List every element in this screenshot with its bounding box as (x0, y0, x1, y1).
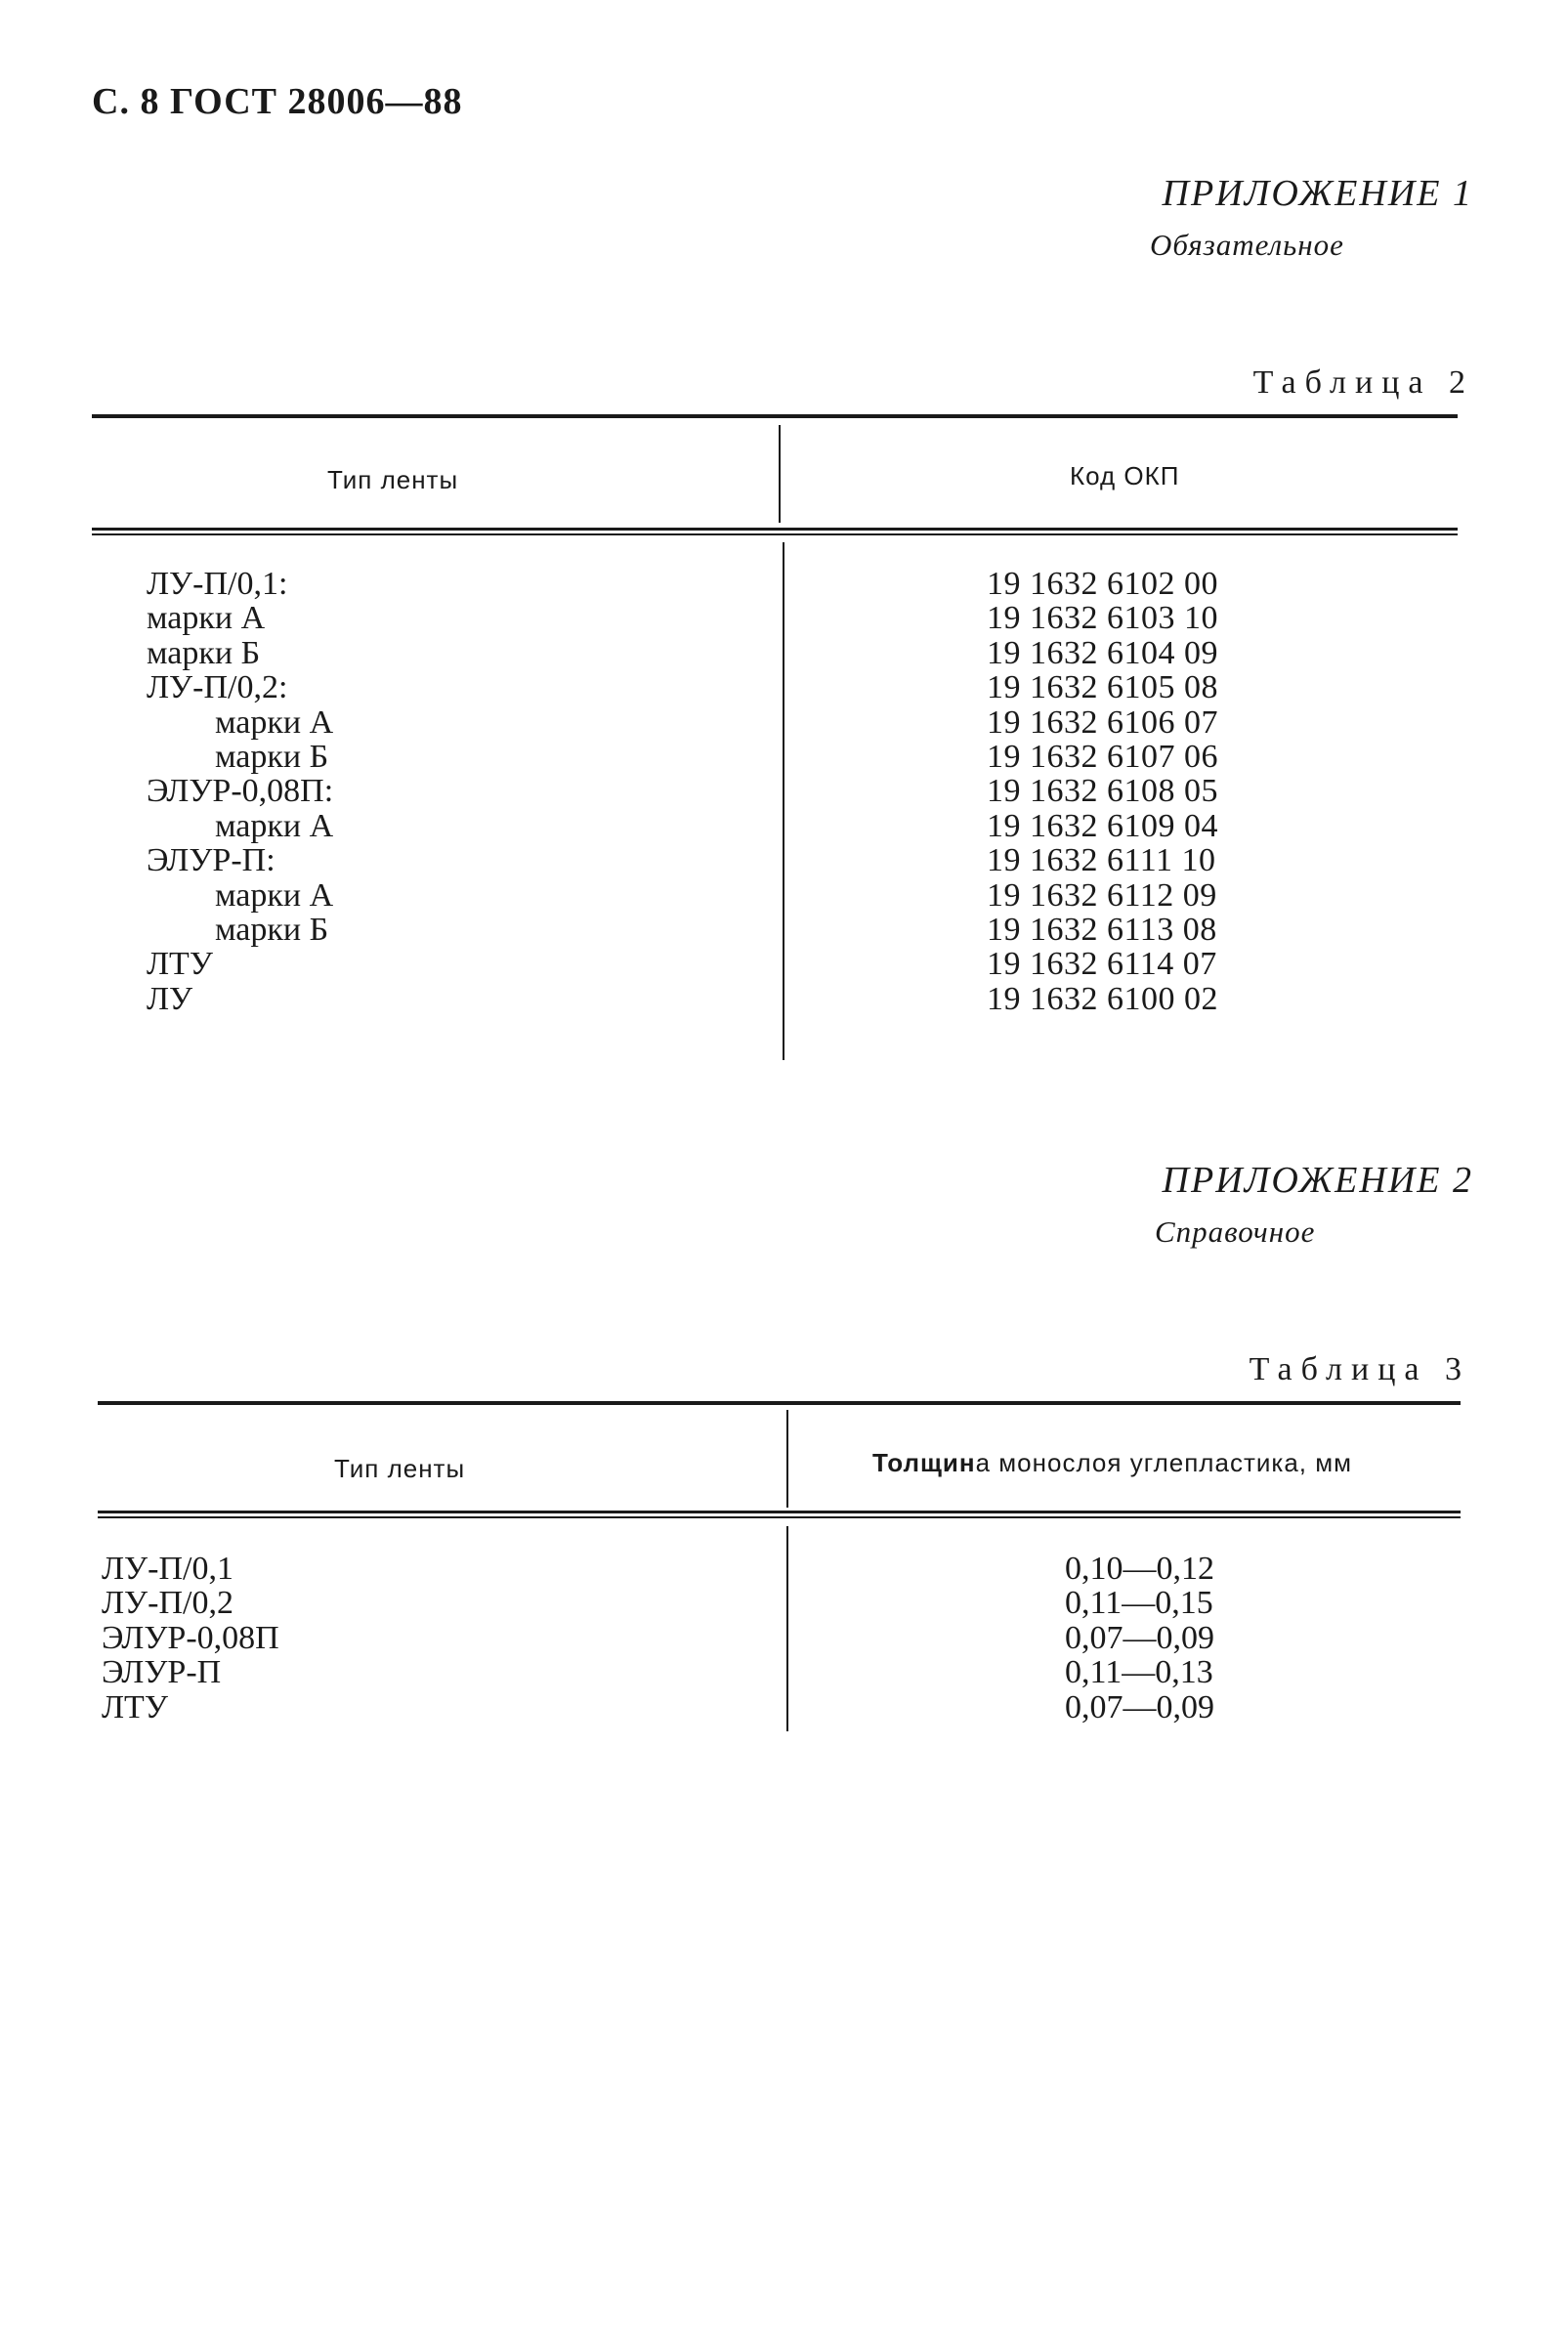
table-3-header-thickness-strong: Толщин (872, 1448, 976, 1477)
table-2-code-column (987, 567, 1218, 1016)
table-2-type-cell: марки Б (147, 634, 261, 671)
table-2-type-column (147, 567, 333, 1016)
table-3-header-thickness-rest: а монослоя углепластика, мм (975, 1448, 1352, 1477)
table-2-header-type: Тип ленты (327, 465, 459, 494)
table-2-body-divider (783, 542, 784, 1060)
table-2-code-cell: 19 1632 6111 10 (987, 842, 1216, 879)
table-2-code-cell: 19 1632 6100 02 (987, 980, 1218, 1017)
table-3-header-rule (98, 1511, 1461, 1518)
table-2-type-cell: марки А (215, 876, 334, 914)
table-3-type-cell: ЛУ-П/0,2 (102, 1585, 233, 1622)
table-2-code-cell: 19 1632 6105 08 (987, 669, 1218, 706)
table-2-header-rule (92, 528, 1458, 535)
table-3-thickness-cell: 0,07—0,09 (1065, 1619, 1214, 1656)
table-2-type-cell: ЛУ-П/0,1: (147, 566, 288, 602)
table-3-header-thickness (872, 1448, 1352, 1478)
table-2-header-code: Код ОКП (1070, 461, 1180, 490)
table-2-type-cell: ЛУ (147, 980, 193, 1017)
table-2-code-cell: 19 1632 6114 07 (987, 946, 1217, 983)
table-3-thickness-column (1065, 1552, 1214, 1725)
table-2-type-cell: марки Б (215, 911, 329, 948)
table-2-type-cell: марки А (147, 600, 266, 637)
table-2-header-divider (779, 425, 781, 523)
table-2-type-cell: ЭЛУР-П: (147, 842, 275, 879)
table-2-code-cell: 19 1632 6112 09 (987, 876, 1217, 914)
table-3-thickness-cell: 0,07—0,09 (1065, 1688, 1214, 1725)
appendix-1-title: ПРИЛОЖЕНИЕ 1 (1162, 173, 1473, 214)
appendix-2-title: ПРИЛОЖЕНИЕ 2 (1162, 1160, 1473, 1201)
table-3-thickness-cell: 0,11—0,13 (1065, 1654, 1213, 1691)
table-3-type-cell: ЭЛУР-П (102, 1654, 222, 1691)
table-3-type-cell: ЛУ-П/0,1 (102, 1551, 233, 1587)
table-2-type-cell: марки Б (215, 738, 329, 775)
table-2-code-cell: 19 1632 6113 08 (987, 911, 1217, 948)
table-2-top-rule (92, 414, 1458, 418)
table-2-code-cell: 19 1632 6109 04 (987, 807, 1218, 844)
table-3-header-divider (786, 1410, 788, 1508)
table-3-body-divider (786, 1526, 788, 1731)
table-2-code-cell: 19 1632 6107 06 (987, 738, 1218, 775)
table-3-header-type: Тип ленты (334, 1454, 466, 1483)
table-2-caption: Таблица 2 (1252, 364, 1474, 401)
table-3-top-rule (98, 1401, 1461, 1405)
table-3-caption: Таблица 3 (1249, 1351, 1470, 1387)
table-2-type-cell: ЛТУ (147, 946, 213, 983)
table-2-code-cell: 19 1632 6104 09 (987, 634, 1218, 671)
table-2-type-cell: ЭЛУР-0,08П: (147, 773, 334, 810)
appendix-1-subtitle: Обязательное (1150, 228, 1344, 262)
table-3-thickness-cell: 0,10—0,12 (1065, 1551, 1214, 1587)
table-3-thickness-cell: 0,11—0,15 (1065, 1585, 1213, 1622)
appendix-2-subtitle: Справочное (1155, 1214, 1316, 1249)
table-2-code-cell: 19 1632 6102 00 (987, 566, 1218, 602)
page-header: С. 8 ГОСТ 28006—88 (92, 81, 463, 122)
table-3-type-cell: ЭЛУР-0,08П (102, 1619, 279, 1656)
table-3-type-cell: ЛТУ (102, 1688, 168, 1725)
table-2-type-cell: ЛУ-П/0,2: (147, 669, 288, 706)
table-2-code-cell: 19 1632 6106 07 (987, 703, 1218, 741)
table-3-type-column (102, 1552, 279, 1725)
table-2-code-cell: 19 1632 6108 05 (987, 773, 1218, 810)
table-2-type-cell: марки А (215, 703, 334, 741)
table-2-code-cell: 19 1632 6103 10 (987, 600, 1218, 637)
table-2-type-cell: марки А (215, 807, 334, 844)
